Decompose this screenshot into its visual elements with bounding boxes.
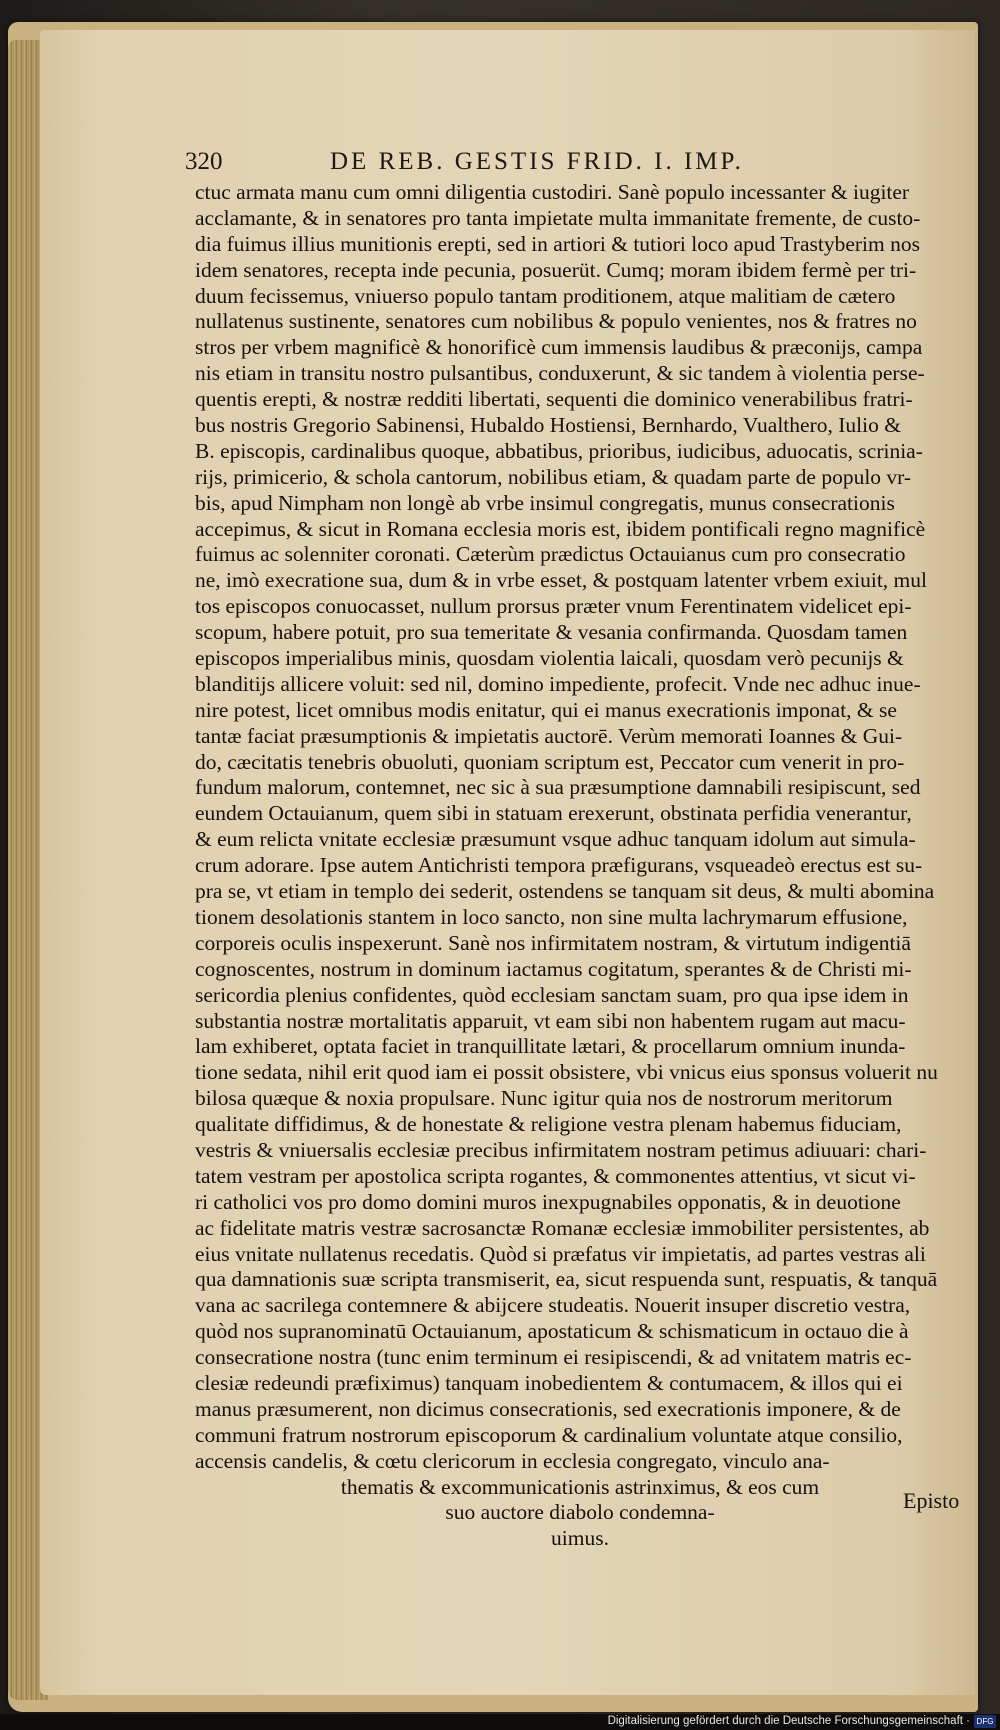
text-line: nire potest, licet omnibus modis enitatur, qui ei manus execrationis imponat, & se [195, 697, 897, 722]
text-line: idem senatores, recepta inde pecunia, posuerüt. Cumq; moram ibidem fermè per tri- [195, 257, 917, 282]
text-line: manus præsumerent, non dicimus consecrationis, sed execrationis imponere, & de [195, 1396, 901, 1421]
text-line: accepimus, & sicut in Romana ecclesia moris est, ibidem pontificali regno magnificè [195, 516, 926, 541]
text-line-tail: thematis & excommunicationis astrinximus, & eos cum [340, 1474, 820, 1499]
text-line: lam exhiberet, optata faciet in tranquillitate lætari, & procellarum omnium inunda- [195, 1034, 906, 1059]
text-line: qualitate diffidimus, & de honestate & religione vestra plenam habemus fiduciam, [195, 1112, 902, 1137]
text-line: acclamante, & in senatores pro tanta impietate multa immanitate fremente, de custo- [195, 205, 921, 230]
text-line: ne, imò execratione sua, dum & in vrbe esset, & postquam latenter vrbem exiuit, mul [195, 568, 928, 593]
text-line-tail: uimus. [551, 1526, 609, 1551]
page-number: 320 [185, 148, 223, 175]
text-line: sericordia plenius confidentes, quòd ecclesiam sanctam suam, pro qua ipse idem in [195, 982, 909, 1007]
text-line: duum fecissemus, vniuerso populo tantam proditionem, atque malitiam de cætero [195, 283, 896, 308]
text-line: cognoscentes, nostrum in dominum iactamus cogitatum, sperantes & de Christi mi- [195, 956, 912, 981]
text-line: eius vnitate nullatenus recedatis. Quòd si præfatus vir impietatis, ad partes vestras ali [195, 1241, 926, 1266]
text-line: quòd nos supranominatū Octauianum, apostaticum & schismaticum in octauo die à [195, 1319, 909, 1344]
text-line-tail: suo auctore diabolo condemna- [445, 1500, 715, 1525]
text-line: communi fratrum nostrorum episcoporum & cardinalium voluntate atque consilio, [195, 1422, 903, 1447]
text-line: tionem desolationis stantem in loco sancto, non sine multa lachrymarum effusione, [195, 904, 908, 929]
text-line: qua damnationis suæ scripta transmiserit, ea, sicut respuenda sunt, respuatis, & tanquā [195, 1267, 938, 1292]
footer-bar [0, 1714, 1000, 1730]
text-line: substantia nostræ mortalitatis apparuit, vt eam sibi non habentem rugam aut macu- [195, 1008, 906, 1033]
text-line: ctuc armata manu cum omni diligentia custodiri. Sanè populo incessanter & iugiter [195, 180, 910, 204]
text-line: ri catholici vos pro domo domini muros inexpugnabiles opponatis, & in deuotione [195, 1189, 901, 1214]
text-line: pra se, vt etiam in templo dei sederit, ostendens se tanquam sit deus, & multi abomina [195, 879, 935, 904]
text-line: scopum, habere potuit, pro sua temeritate & vesania confirmanda. Quosdam tamen [195, 620, 908, 645]
text-line: bilosa quæque & noxia propulsare. Nunc igitur quia nos de nostrorum meritorum [195, 1086, 893, 1111]
text-line: dia fuimus illius munitionis erepti, sed in artiori & tutiori loco apud Trastyberim nos [195, 231, 920, 256]
text-line: blanditijs allicere voluit: sed nil, domino impediente, profecit. Vnde nec adhuc inue- [195, 671, 921, 696]
text-line: corporeis oculis inspexerunt. Sanè nos infirmitatem nostram, & virtutum indigentiā [195, 930, 911, 955]
text-line: bus nostris Gregorio Sabinensi, Hubaldo Hostiensi, Bernhardo, Vualthero, Iulio & [195, 413, 901, 438]
text-line: clesiæ redeundi præfiximus) tanquam inobedientem & contumacem, & illos qui ei [195, 1370, 903, 1395]
text-line: bis, apud Nimpham non longè ab vrbe insimul congregatis, munus consecrationis [195, 490, 895, 515]
catchword: Episto [903, 1488, 960, 1513]
text-line: & eum relicta vnitate ecclesiæ præsumunt vsque adhuc tanquam idolum aut simula- [195, 827, 916, 852]
text-line: tos episcopos conuocasset, nullum prorsus præter vnum Ferentinatem videlicet epi- [195, 594, 912, 619]
text-line: tantæ faciat præsumptionis & impietatis auctorē. Verùm memorati Ioannes & Gui- [195, 723, 903, 748]
text-line: accensis candelis, & cœtu clericorum in ecclesia congregato, vinculo ana- [195, 1448, 830, 1473]
text-line: crum adorare. Ipse autem Antichristi tempora præfigurans, vsqueadeò erectus est su- [195, 853, 923, 878]
text-line: consecratione nostra (tunc enim terminum ei resipiscendi, & ad vnitatem matris ec- [195, 1345, 912, 1370]
text-line: do, cæcitatis tenebris obuoluti, quoniam scriptum est, Peccator cum venerit in pro- [195, 749, 905, 774]
text-line: vestris & vniuersalis ecclesiæ precibus infirmitatem nostram petimus adiuuari: chari- [195, 1137, 927, 1162]
text-line: nis etiam in transitu nostro pulsantibus, conduxerunt, & sic tandem à violentia perse- [195, 361, 925, 386]
text-line: stros per vrbem magnificè & honorificè cum immensis laudibus & præconijs, campa [195, 335, 923, 360]
text-line: eundem Octauianum, quem sibi in statuam erexerunt, obstinata perfidia venerantur, [195, 801, 912, 826]
text-line: fundum malorum, contemnet, nec sic à sua præsumptione damnabili resipiscunt, sed [195, 775, 921, 800]
text-line: tatem vestram per apostolica scripta rogantes, & commonentes attentius, vt sicut vi- [195, 1163, 916, 1188]
running-header [185, 148, 975, 178]
text-line: B. episcopis, cardinalibus quoque, abbatibus, prioribus, iudicibus, aduocatis, scrinia- [195, 438, 923, 463]
running-title: DE REB. GESTIS FRID. I. IMP. [330, 148, 744, 175]
text-line: quentis erepti, & nostræ redditi libertati, sequenti die dominico venerabilibus fratri- [195, 387, 913, 412]
text-line: ac fidelitate matris vestræ sacrosanctæ Romanæ ecclesiæ immobiliter persistentes, ab [195, 1215, 930, 1240]
text-line: vana ac sacrilega contemnere & abijcere studeatis. Nouerit insuper discretio vestra, [195, 1293, 911, 1318]
text-line: episcopos imperialibus minis, quosdam violentia laicali, quosdam verò pecunijs & [195, 646, 904, 671]
body-text [195, 180, 965, 1552]
text-line: nullatenus sustinente, senatores cum nobilibus & populo venientes, nos & fratres no [195, 309, 917, 334]
text-line: fuimus ac solenniter coronati. Cæterùm prædictus Octauianus cum pro consecratio [195, 542, 906, 567]
text-line: tione sedata, nihil erit quod iam ei possit obsistere, vbi vnicus eius sponsus voluerit nu [195, 1060, 938, 1085]
dfg-logo: DFG [974, 1715, 996, 1728]
text-line: rijs, primicerio, & schola cantorum, nobilibus etiam, & quadam parte de populo vr- [195, 464, 912, 489]
funding-credit: Digitalisierung gefördert durch die Deutsche Forschungsgemeinschaft · [607, 1715, 970, 1727]
